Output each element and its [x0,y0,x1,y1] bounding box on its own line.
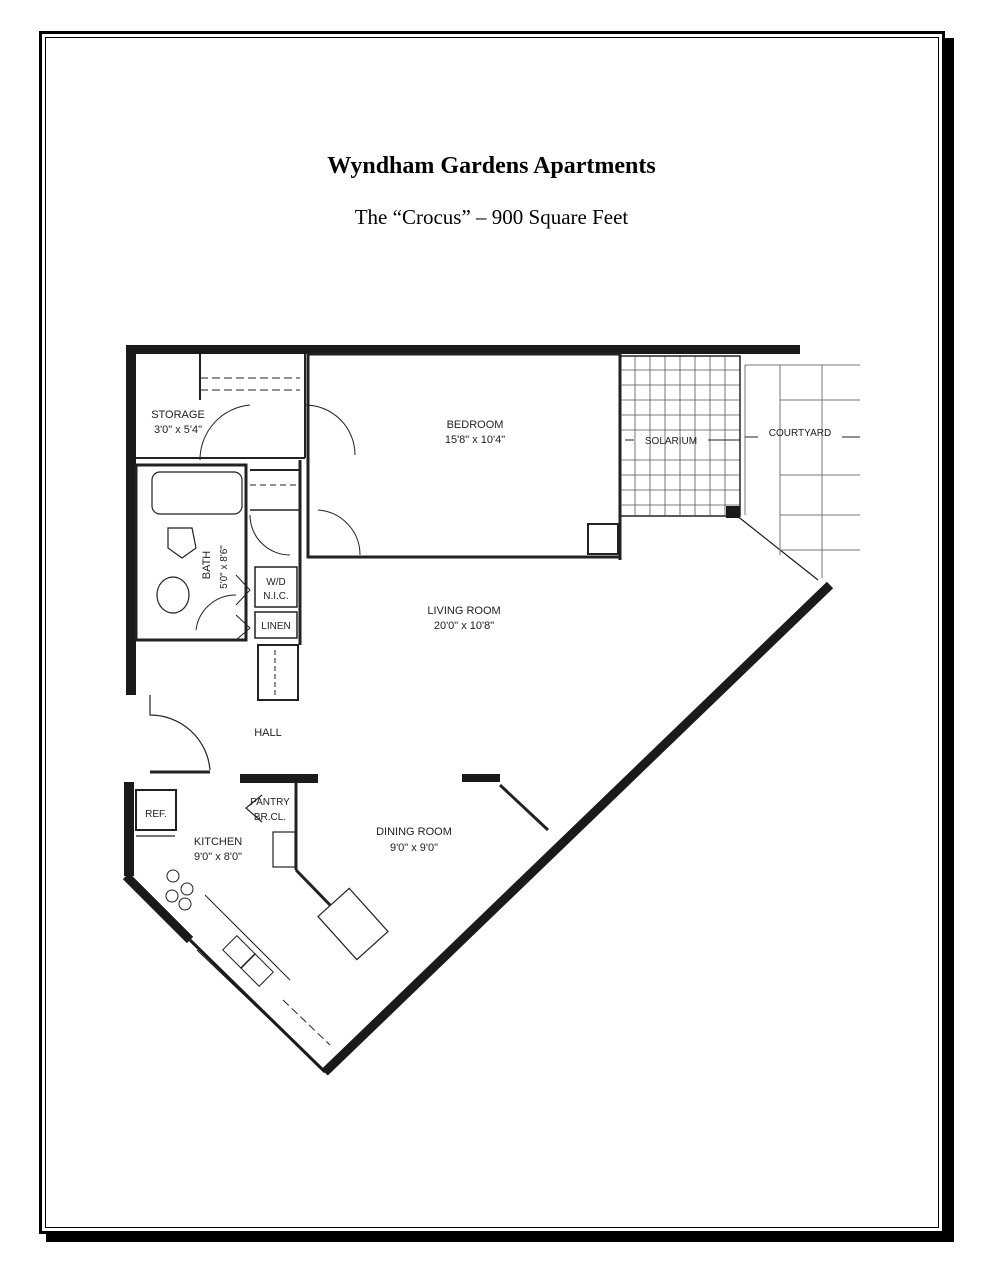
storage-label: STORAGE [151,409,205,421]
linen-door [236,615,250,640]
courtyard-label: COURTYARD [768,428,832,439]
ref-label: REF. [145,809,167,820]
left-wall-lower [124,782,134,876]
sink [168,528,196,558]
burner-2 [181,883,193,895]
living-room-label: LIVING ROOM [427,605,501,617]
dining-door [500,785,548,830]
hall-label: HALL [254,727,282,739]
peninsula-wall [296,870,330,905]
dining-wall-stub [462,774,500,782]
hall-closet [258,645,298,700]
closet-door-swing-2 [250,515,290,555]
diagonal-walls [126,515,830,1075]
entry-door-swing [150,695,210,770]
solarium-post [726,506,740,518]
burner-3 [166,890,178,902]
kitchen-label: KITCHEN [193,836,243,848]
closet-door-swing [305,405,355,455]
dining-room-label: DINING ROOM [376,826,452,838]
left-wall-middle [126,643,136,695]
document-subtitle: The “Crocus” – 900 Square Feet [354,205,629,229]
burner-1 [167,870,179,882]
kitchen-window-line [197,950,328,1075]
courtyard-lines [625,365,860,578]
pantry-shelf [273,832,295,867]
wd-door [236,575,250,605]
bedroom-walls [308,354,620,557]
peninsula-counter [318,888,388,959]
solarium-label: SOLARIUM [644,436,698,447]
solarium-diagonal [736,515,818,580]
living-room-size: 20'0" x 10'8" [433,620,495,632]
burner-4 [179,898,191,910]
kitchen-area [136,774,548,1045]
bath-door-swing [196,595,236,630]
bath-label: BATH [201,550,213,580]
pantry-label: PANTRY [250,797,290,808]
storage-door-swing [200,405,250,460]
broom-closet-label: BR.CL. [253,812,287,823]
bedroom-label: BEDROOM [446,419,504,431]
linen-label: LINEN [261,621,291,632]
room-labels [145,409,831,863]
toilet [157,577,189,613]
wd-nic-label: N.I.C. [263,591,289,602]
document-title: Wyndham Gardens Apartments [327,153,656,179]
bedroom-size: 15'8" x 10'4" [444,434,506,446]
dining-room-size: 9'0" x 9'0" [389,842,439,854]
bedroom-door-swing [318,510,360,555]
solarium-grid [620,356,740,560]
bedroom-column [588,524,618,554]
wd-label: W/D [266,577,286,588]
bath-size: 5'0" x 8'6" [219,545,230,589]
kitchen-size: 9'0" x 8'0" [193,851,243,863]
storage-size: 3'0" x 5'4" [153,424,203,436]
pantry-top-wall [240,774,318,783]
bathtub [152,472,242,514]
